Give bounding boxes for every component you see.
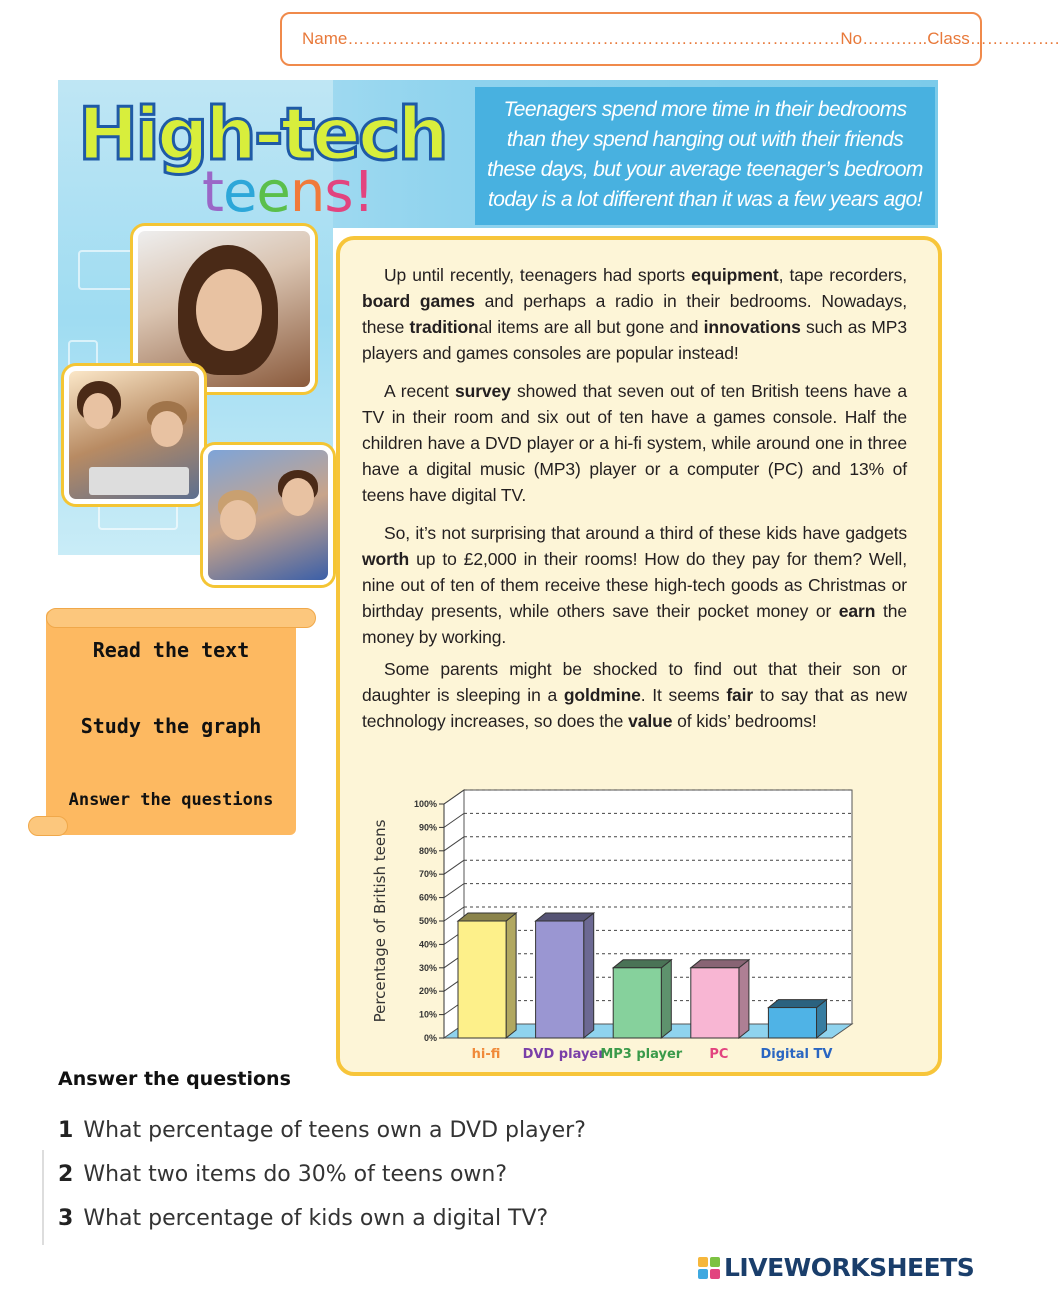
y-tick-label: 30% xyxy=(418,962,437,973)
y-tick-label: 50% xyxy=(418,916,437,926)
article-paragraph-1 xyxy=(362,262,907,366)
y-tick-label: 10% xyxy=(418,1009,437,1020)
class-field[interactable]: ……………. xyxy=(969,29,1060,48)
question-text: What percentage of kids own a digital TV? xyxy=(83,1206,549,1231)
scroll-top-roll xyxy=(46,608,316,628)
bar xyxy=(613,968,661,1038)
vocab-word: tradition xyxy=(409,317,479,337)
intro-text: Teenagers spend more time in their bedrooms than they spend hanging out with their friends these days, but your average teenager’s bedroom today is a lot different than it was a few years ago! xyxy=(487,98,923,211)
text-run: So, it’s not surprising that around a third of these kids have gadgets xyxy=(384,523,907,543)
logo-block xyxy=(698,1269,708,1279)
text-run: to say that as new technology increases, so does the xyxy=(362,685,907,731)
vocab-word: equipment xyxy=(691,265,779,285)
questions-heading: Answer the questions xyxy=(58,1068,291,1090)
title-letter: s! xyxy=(324,160,374,225)
vocab-word: value xyxy=(628,711,673,731)
bar-chart xyxy=(360,780,860,1070)
article-paragraph-2 xyxy=(362,378,907,508)
question-number: 2 xyxy=(58,1162,74,1187)
question-2 xyxy=(58,1162,507,1187)
question-number: 3 xyxy=(58,1206,74,1231)
text-run: al items are all but gone and xyxy=(478,317,704,337)
text-run: the money by working. xyxy=(362,601,907,647)
title-letter: n xyxy=(289,160,325,225)
x-tick-label: DVD player xyxy=(522,1047,605,1062)
bar-top xyxy=(768,1000,826,1008)
instruction-study-graph: Study the graph xyxy=(80,714,262,738)
title-teens xyxy=(202,160,374,225)
vocab-word: worth xyxy=(362,549,410,569)
name-field[interactable]: …………………………………………………………………………… xyxy=(347,29,841,48)
question-text: What two items do 30% of teens own? xyxy=(83,1162,508,1187)
x-tick-label: MP3 player xyxy=(600,1047,683,1062)
x-tick-label: hi-fi xyxy=(471,1047,501,1062)
title-letter: e xyxy=(256,160,290,225)
question-divider xyxy=(42,1150,44,1245)
bar-side xyxy=(739,960,749,1038)
name-label: Name xyxy=(302,29,348,48)
intro-box xyxy=(475,87,935,225)
vocab-word: earn xyxy=(838,601,876,621)
photo-teens-at-computer xyxy=(64,366,204,504)
y-tick-label: 90% xyxy=(418,822,437,833)
question-1 xyxy=(58,1118,586,1143)
logo-block xyxy=(698,1257,708,1267)
text-run: A recent xyxy=(384,381,455,401)
logo-block xyxy=(710,1269,720,1279)
y-tick-label: 20% xyxy=(418,986,437,997)
bar-side xyxy=(584,913,594,1038)
article-paragraph-3 xyxy=(362,520,907,650)
text-run: , tape recorders, xyxy=(778,265,907,285)
y-tick-label: 70% xyxy=(418,869,437,880)
bar-top xyxy=(536,913,594,921)
liveworksheets-logo xyxy=(698,1253,974,1282)
y-tick-label: 80% xyxy=(418,845,437,856)
instruction-answer-questions: Answer the questions xyxy=(68,790,274,810)
vocab-word: board games xyxy=(362,291,475,311)
y-tick-label: 100% xyxy=(413,799,437,809)
scroll-bottom-roll xyxy=(28,816,68,836)
bar xyxy=(768,1008,816,1038)
instruction-read-text: Read the text xyxy=(92,638,250,662)
bar xyxy=(536,921,584,1038)
title-high-tech: High-tech xyxy=(78,92,446,176)
text-run: Up until recently, teenagers had sports xyxy=(384,265,692,285)
bar xyxy=(458,921,506,1038)
title-letter: e xyxy=(222,160,257,225)
x-tick-label: Digital TV xyxy=(760,1047,833,1062)
question-number: 1 xyxy=(58,1118,74,1143)
bar-top xyxy=(458,913,516,921)
vocab-word: innovations xyxy=(703,317,801,337)
class-label: Class xyxy=(927,29,970,48)
article-paragraph-4 xyxy=(362,656,907,734)
bar-top xyxy=(691,960,749,968)
number-field[interactable]: …….….. xyxy=(862,29,928,48)
logo-blocks-icon xyxy=(698,1257,720,1279)
photo-teens-gaming xyxy=(203,445,333,585)
number-label: No xyxy=(840,29,863,48)
text-run: up to £2,000 in their rooms! How do they pay for them? Well, nine out of ten of them receive these high-tech goods as Christmas or birthday presents, while others save their pocket money or xyxy=(362,549,907,621)
bar xyxy=(691,968,739,1038)
bar-side xyxy=(661,960,671,1038)
y-tick-label: 40% xyxy=(418,939,437,950)
bar-side xyxy=(506,913,516,1038)
text-run: of kids’ bedrooms! xyxy=(672,711,817,731)
question-text: What percentage of teens own a DVD player? xyxy=(83,1118,586,1143)
vocab-word: goldmine xyxy=(563,685,641,705)
student-info-bar xyxy=(280,12,1060,66)
vocab-word: survey xyxy=(454,381,511,401)
text-run: such as MP3 players and games consoles are popular instead! xyxy=(362,317,907,363)
text-run: Some parents might be shocked to find out that their son or daughter is sleeping in a xyxy=(362,659,907,705)
y-axis-label: Percentage of British teens xyxy=(371,819,389,1023)
x-tick-label: PC xyxy=(709,1047,729,1062)
y-tick-label: 60% xyxy=(418,892,437,903)
question-3 xyxy=(58,1206,548,1231)
text-run: . It seems xyxy=(640,685,727,705)
text-run: and perhaps a radio in their bedrooms. Nowadays, these xyxy=(362,291,907,337)
article-text xyxy=(362,262,907,746)
y-tick-label: 0% xyxy=(423,1033,437,1043)
vocab-word: fair xyxy=(726,685,754,705)
logo-wordmark: LIVEWORKSHEETS xyxy=(724,1253,975,1282)
logo-block xyxy=(710,1257,720,1267)
bar-top xyxy=(613,960,671,968)
text-run: showed that seven out of ten British teens have a TV in their room and six out of ten have a games console. Half the children have a DVD player or a hi-fi system, while around one in three have a digital music (MP3) player or a computer (PC) and 13% of teens have digital TV. xyxy=(362,381,907,505)
title-letter: t xyxy=(202,160,223,225)
